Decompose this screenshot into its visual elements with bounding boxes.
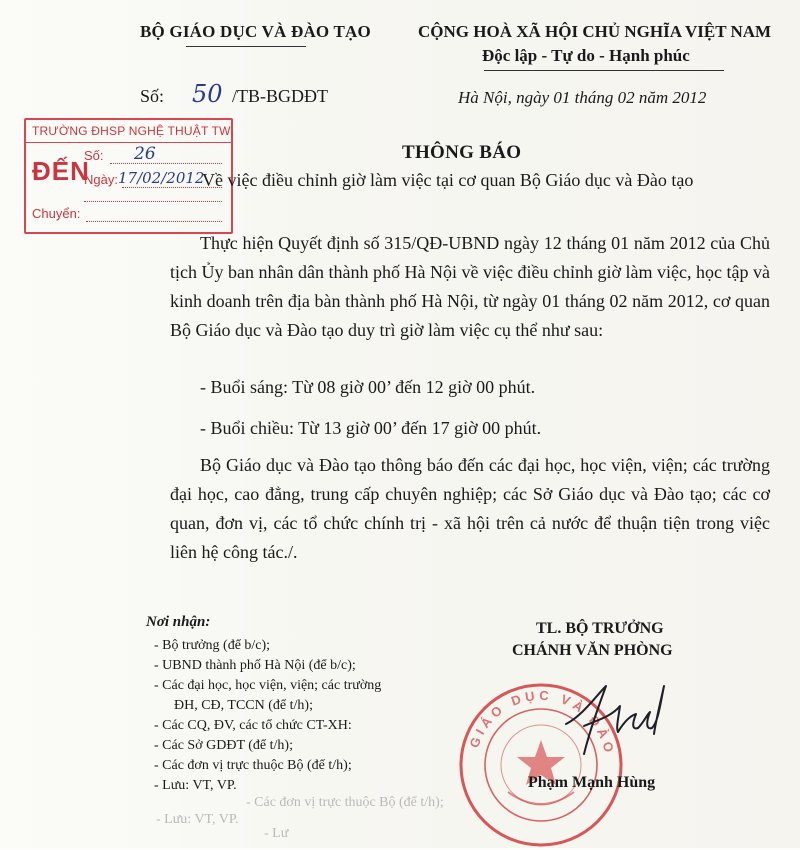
document-title: THÔNG BÁO (402, 142, 522, 163)
motto-underline (484, 70, 724, 71)
stamp-forward-label: Chuyển: (32, 206, 81, 221)
recipient-item: - UBND thành phố Hà Nội (để b/c); (154, 658, 356, 673)
stamp-word: ĐẾN (32, 156, 90, 186)
ghost-text: - Lưu: VT, VP. (156, 812, 239, 827)
doc-number-handwritten: 50 (192, 80, 223, 108)
recipient-item: - Bộ trưởng (để b/c); (154, 638, 271, 653)
agency-underline (186, 46, 306, 47)
handwritten-signature (560, 676, 670, 758)
recipient-item: - Các đơn vị trực thuộc Bộ (để t/h); (154, 758, 352, 773)
stamp-dotted-line (84, 200, 222, 202)
recipient-item: - Các Sở GDĐT (để t/h); (154, 738, 293, 753)
recipient-item: - Các CQ, ĐV, các tổ chức CT-XH: (154, 718, 352, 733)
doc-number-code: /TB-BGDĐT (232, 86, 328, 106)
recipients-title: Nơi nhận: (146, 614, 211, 630)
body-paragraph-1: Thực hiện Quyết định số 315/QĐ-UBND ngày 12 tháng 01 năm 2012 của Chủ tịch Ủy ban nhân dân thành phố Hà Nội về việc điều chỉnh giờ làm việc, học tập và kinh doanh trên địa bàn thành phố Hà Nội, từ ngày 01 tháng 02 năm 2012, cơ quan Bộ Giáo dục và Đào tạo duy trì giờ làm việc cụ thể như sau: (170, 233, 770, 340)
ghost-text: - Lư (264, 826, 289, 841)
signer-title-1: TL. BỘ TRƯỞNG (536, 620, 664, 637)
stamp-school-name: TRƯỜNG ĐHSP NGHỆ THUẬT TW (32, 124, 231, 138)
document-subject: Về việc điều chỉnh giờ làm việc tại cơ quan Bộ Giáo dục và Đào tạo (202, 170, 694, 190)
signer-name: Phạm Mạnh Hùng (528, 774, 656, 791)
national-motto: Độc lập - Tự do - Hạnh phúc (482, 46, 690, 65)
recipients-list (154, 636, 381, 796)
stamp-date-value: 17/02/2012 (118, 169, 205, 187)
svg-text:GIÁO DỤC VÀ ĐÀO: GIÁO DỤC VÀ ĐÀO (466, 687, 618, 758)
morning-hours: - Buổi sáng: Từ 08 giờ 00’ đến 12 giờ 00 phút. (200, 377, 536, 397)
afternoon-hours: - Buổi chiều: Từ 13 giờ 00’ đến 17 giờ 00 phút. (200, 418, 542, 438)
country-name: CỘNG HOÀ XÃ HỘI CHỦ NGHĨA VIỆT NAM (418, 22, 772, 41)
stamp-number-value: 26 (134, 144, 156, 164)
stamp-dotted-line (110, 162, 222, 164)
ghost-text: - Các đơn vị trực thuộc Bộ (để t/h); (246, 795, 444, 810)
stamp-number-label: Số: (84, 148, 104, 163)
place-date: Hà Nội, ngày 01 tháng 02 năm 2012 (458, 88, 707, 107)
doc-number-label: Số: (140, 86, 165, 106)
recipient-item: - Lưu: VT, VP. (154, 778, 237, 793)
stamp-date-label: Ngày: (84, 172, 118, 187)
recipient-item: ĐH, CĐ, TCCN (để t/h); (174, 698, 313, 713)
signer-title-2: CHÁNH VĂN PHÒNG (512, 642, 673, 659)
stamp-dotted-line (86, 220, 222, 222)
issuing-agency: BỘ GIÁO DỤC VÀ ĐÀO TẠO (140, 22, 371, 41)
body-paragraph-2: Bộ Giáo dục và Đào tạo thông báo đến các đại học, học viện, viện; các trường đại học, cao đẳng, trung cấp chuyên nghiệp; các Sở Giáo dục và Đào tạo; các cơ quan, đơn vị, các tổ chức chính trị - xã hội trên cả nước để thuận tiện trong việc liên hệ công tác./. (170, 455, 770, 562)
recipient-item: - Các đại học, học viện, viện; các trường (154, 678, 382, 693)
stamp-divider (26, 142, 231, 143)
